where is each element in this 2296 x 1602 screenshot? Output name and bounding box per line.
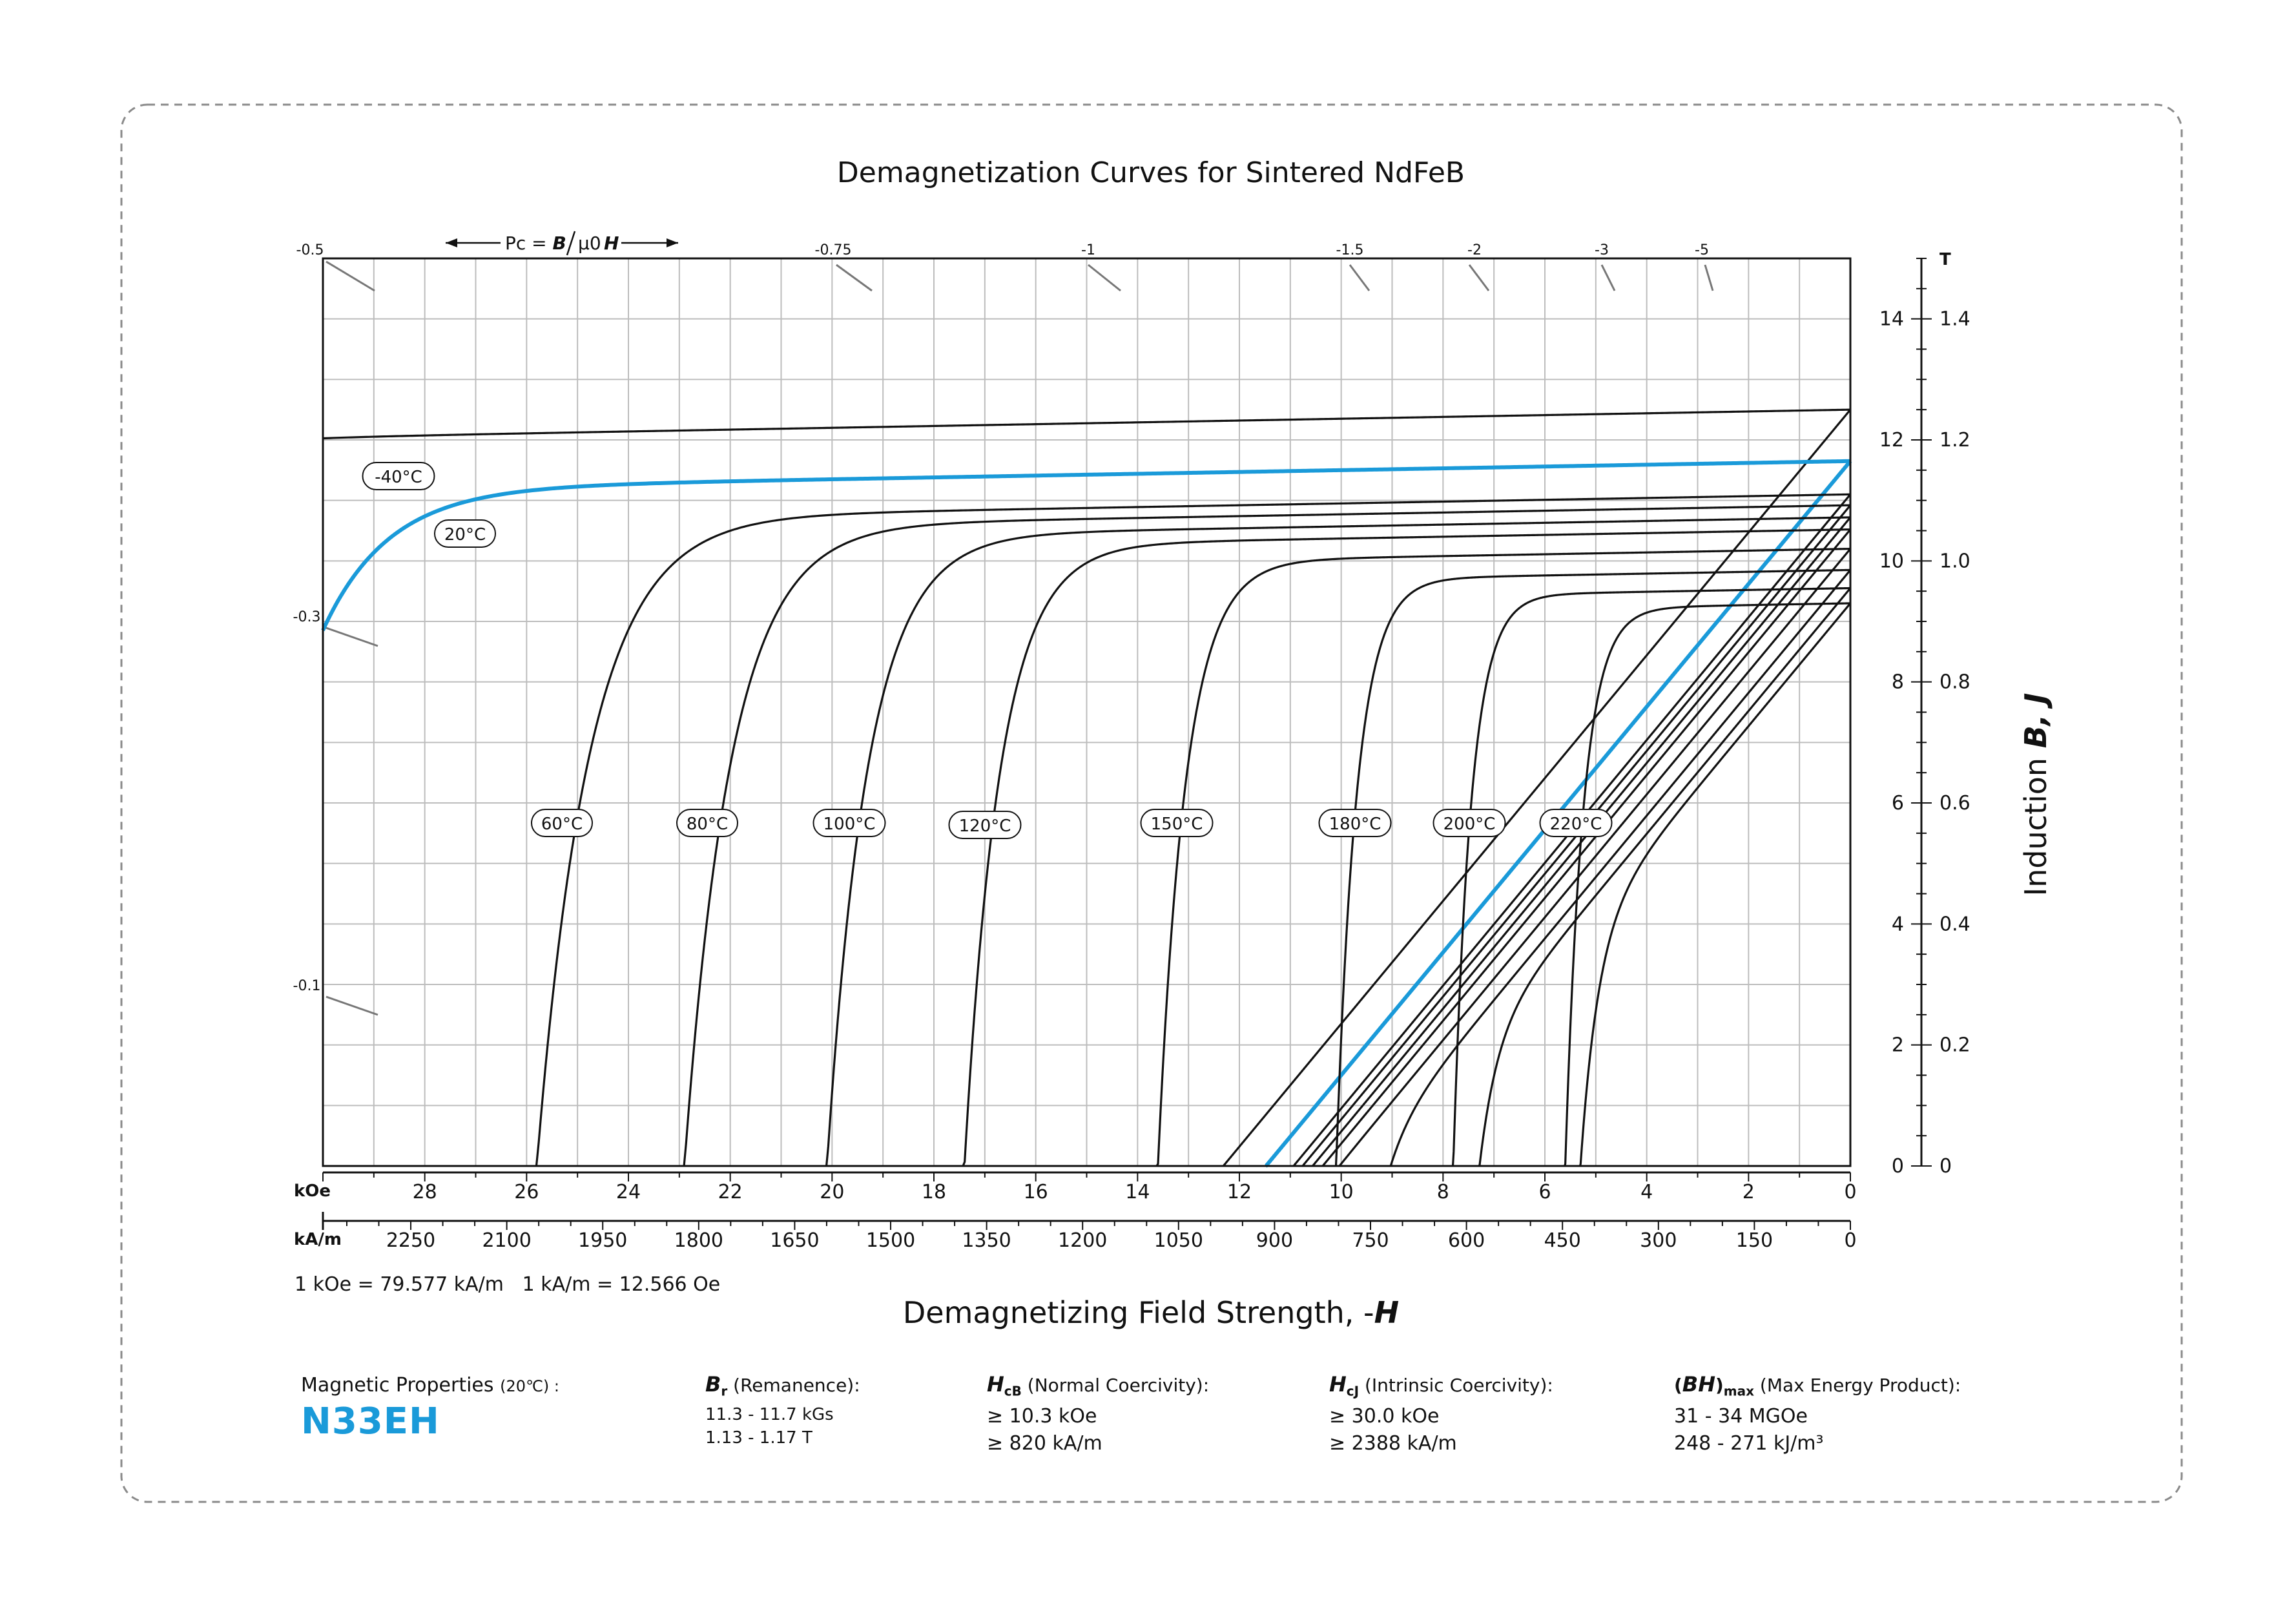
y-tick-label-kg: 6 [1891,792,1904,815]
y-tick-label-t: 1.0 [1939,550,1970,573]
b-curve [1479,588,1850,1166]
grid [323,258,1850,1166]
y-tick-label-t: 0 [1939,1155,1952,1178]
b-curve [1339,549,1850,1166]
pc-tick-top [836,265,872,291]
x-tick-label-koe: 28 [412,1181,437,1203]
y-tick-label-kg: 12 [1879,429,1904,452]
x-tick-label-koe: 6 [1538,1181,1551,1203]
pc-label-top: -5 [1695,242,1709,258]
y-tick-label-kg: 10 [1879,550,1904,573]
y-tick-label-kg: 4 [1891,913,1904,936]
pc-tick-top [1469,265,1489,291]
pc-label-left: -0.3 [293,609,321,625]
pc-tick-top [1350,265,1369,291]
x-tick-label-koe: 20 [820,1181,845,1203]
pc-tick-top [326,262,375,291]
x-tick-label-kam: 1350 [962,1229,1011,1252]
series-label-text: 60°C [541,815,583,834]
x-tick-label-kam: 2250 [386,1229,436,1252]
x-tick-label-koe: 4 [1640,1181,1653,1203]
x-tick-label-kam: 1650 [770,1229,820,1252]
x-unit-kam: kA/m [294,1230,342,1249]
y-tick-label-t: 0.8 [1939,671,1970,694]
hcj-value-koe: ≥ 30.0 kOe [1329,1404,1440,1428]
series-label [814,809,885,837]
x-tick-label-kam: 450 [1544,1229,1581,1252]
normal-coercivity-block: $H_{cB}$ (Normal Coercivity): ≥ 10.3 kOe ≥ 820 kA/m [987,1373,1209,1457]
x-tick-label-kam: 1050 [1153,1229,1203,1252]
x-axis-title: Demagnetizing Field Strength, -H [902,1295,1400,1330]
x-tick-label-koe: 10 [1329,1181,1354,1203]
x-tick-label-koe: 22 [718,1181,743,1203]
remanence-block: $B_r$ (Remanence): 11.3 - 11.7 kGs 1.13 - 1.17 T [705,1373,860,1450]
series-label [677,809,738,837]
x-tick-label-kam: 0 [1844,1229,1857,1252]
x-tick-label-kam: 1200 [1058,1229,1108,1252]
y-unit-t: T [1939,250,1951,269]
series-label [949,811,1021,838]
x-tick-label-kam: 900 [1256,1229,1294,1252]
x-tick-label-kam: 2100 [482,1229,532,1252]
pc-label-top: -2 [1467,242,1482,258]
x-tick-label-kam: 1500 [865,1229,916,1252]
y-tick-label-kg: 2 [1891,1034,1904,1057]
x-tick-label-kam: 1950 [578,1229,628,1252]
pc-tick-top [1602,265,1615,291]
x-tick-label-koe: 12 [1226,1181,1252,1203]
y-tick-label-t: 0.6 [1939,792,1970,815]
series-label-text: 100°C [823,815,876,834]
unit-conversion-note: 1 kOe = 79.577 kA/m 1 kA/m = 12.566 Oe [295,1273,721,1296]
j-curve [963,530,1850,1166]
energy-product-block: $(BH)_{max}$ (Max Energy Product): 31 - 34 MGOe 248 - 271 kJ/m³ [1674,1373,1961,1457]
properties-title: Magnetic Properties (20℃) : [301,1374,560,1397]
y-tick-label-t: 1.2 [1939,429,1970,452]
series-label-text: 150°C [1150,815,1203,834]
bh-value-mgoe: 31 - 34 MGOe [1674,1404,1808,1428]
hcb-value-kam: ≥ 820 kA/m [987,1431,1102,1455]
series-label-text: 180°C [1329,815,1381,834]
pc-header [446,231,678,255]
intrinsic-coercivity-block: $H_{cJ}$ (Intrinsic Coercivity): ≥ 30.0 kOe ≥ 2388 kA/m [1329,1373,1553,1457]
br-value-t: 1.13 - 1.17 T [705,1428,812,1448]
series-label-text: 120°C [958,817,1011,836]
x-unit-koe: kOe [294,1181,331,1201]
pc-mu: μ0 [578,233,601,254]
series-label-text: 220°C [1549,815,1602,834]
x-tick-label-kam: 600 [1447,1229,1485,1252]
pc-tick-top [1088,265,1121,291]
chart-title: Demagnetization Curves for Sintered NdFeB [836,156,1465,189]
pc-label-top: -3 [1595,242,1609,258]
j-curve [1565,603,1850,1166]
series-label [1319,809,1391,837]
x-tick-label-kam: 150 [1735,1229,1774,1252]
series-label-text: 80°C [686,815,729,834]
pc-label: Pc = B [505,233,566,254]
b-curve [1391,570,1850,1166]
y-tick-label-kg: 0 [1891,1155,1904,1178]
y-axis-title: Induction B, J [2018,692,2053,897]
pc-label-top: -1.5 [1336,242,1364,258]
pc-tick-top [1705,265,1713,291]
x-tick-label-koe: 24 [615,1181,641,1203]
j-curve [827,517,1850,1166]
x-tick-label-koe: 2 [1742,1181,1755,1203]
pc-label-top: -0.5 [296,242,324,258]
x-tick-label-kam: 300 [1640,1229,1677,1252]
y-tick-label-t: 0.4 [1939,913,1970,936]
series-labels [363,463,1612,838]
x-tick-label-kam: 750 [1352,1229,1389,1252]
y-tick-label-kg: 8 [1891,671,1904,694]
y-tick-label-kg: 14 [1879,307,1904,331]
x-tick-label-koe: 0 [1844,1181,1857,1203]
series-label [435,520,495,547]
series-label-text: -40°C [375,468,422,487]
hcj-value-kam: ≥ 2388 kA/m [1329,1431,1457,1455]
pc-label-top: -1 [1081,242,1095,258]
pc-label-top: -0.75 [814,242,852,258]
series-label [1434,809,1505,837]
series-label-text: 200°C [1443,815,1496,834]
pc-h: H [604,233,619,254]
grade-name: N33EH [301,1400,440,1442]
y-tick-label-t: 0.2 [1939,1034,1970,1057]
x-tick-label-koe: 16 [1023,1181,1048,1203]
x-tick-label-koe: 26 [514,1181,539,1203]
x-tick-label-koe: 8 [1436,1181,1449,1203]
pc-label-left: -0.1 [293,978,321,994]
properties-grade-block [301,1373,559,1444]
br-value-kgs: 11.3 - 11.7 kGs [705,1404,834,1424]
x-tick-label-koe: 18 [921,1181,947,1203]
bh-value-kjm3: 248 - 271 kJ/m³ [1674,1431,1824,1455]
x-tick-label-koe: 14 [1125,1181,1150,1203]
series-label-text: 20°C [444,525,486,545]
y-tick-label-t: 1.4 [1939,307,1970,331]
hcb-value-koe: ≥ 10.3 kOe [987,1404,1097,1428]
x-tick-label-kam: 1800 [674,1229,724,1252]
series-label [1540,809,1612,837]
series-label [1141,809,1213,837]
pc-tick-left [326,628,378,646]
series-label [532,809,592,837]
pc-tick-left [326,997,378,1015]
b-curve [1323,530,1850,1166]
series-label [363,463,435,490]
